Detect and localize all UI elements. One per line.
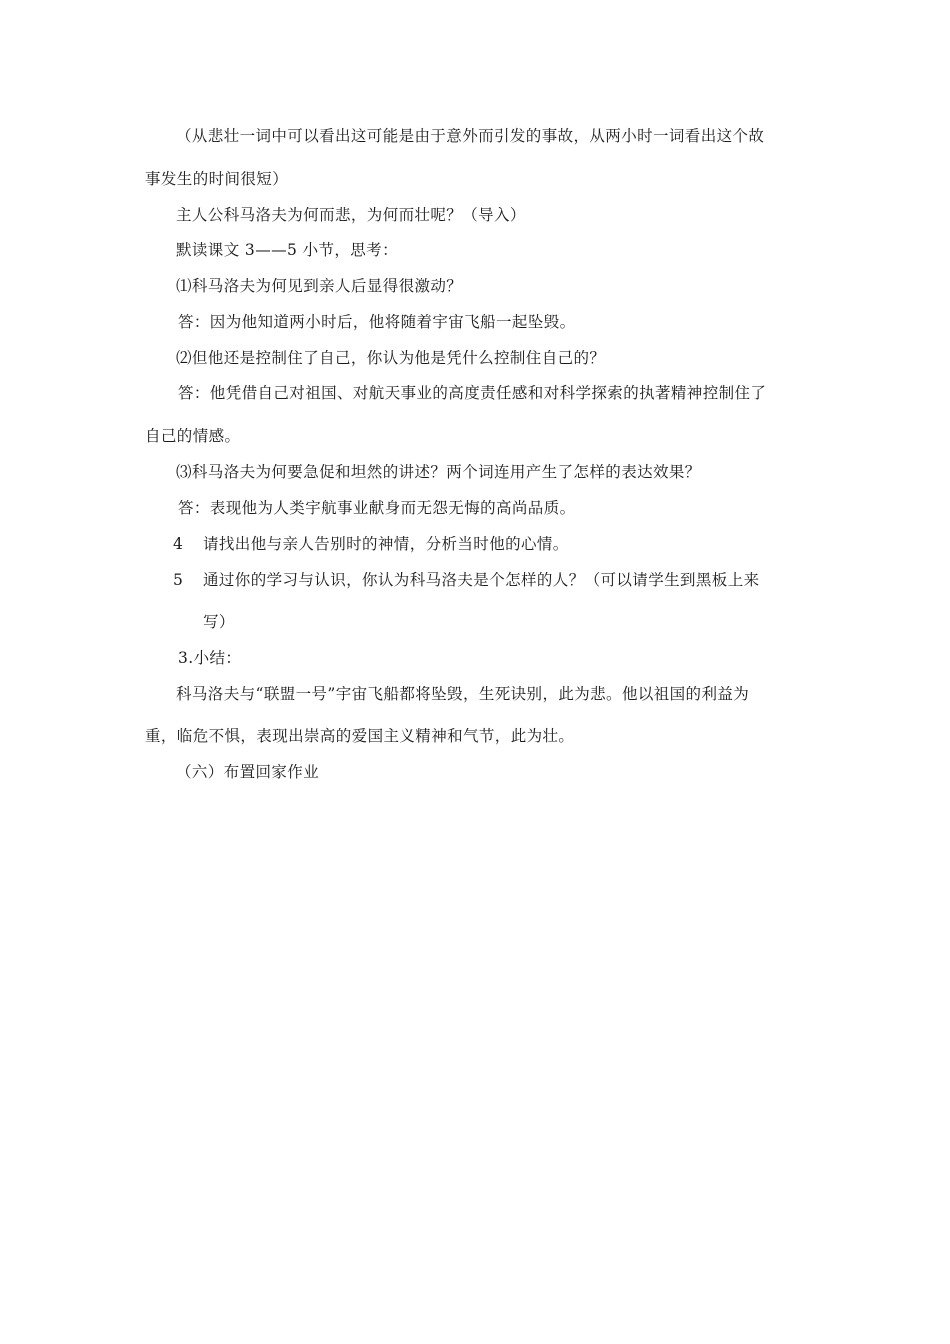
- answer-2-line: 答：他凭借自己对祖国、对航天事业的高度责任感和对科学探索的执著精神控制住了: [178, 384, 767, 402]
- list-text: 通过你的学习与认识，你认为科马洛夫是个怎样的人？（可以请学生到黑板上来: [203, 571, 760, 589]
- paragraph-line: 主人公科马洛夫为何而悲，为何而壮呢？（导入）: [176, 206, 526, 224]
- list-item-5: [173, 570, 760, 590]
- section-heading: （六）布置回家作业: [176, 763, 320, 781]
- list-item-5-continuation: 写）: [203, 613, 235, 631]
- paragraph-line: （从悲壮一词中可以看出这可能是由于意外而引发的事故，从两小时一词看出这个故: [176, 127, 765, 145]
- summary-heading: 3.小结：: [178, 649, 242, 667]
- summary-line: 重，临危不惧，表现出崇高的爱国主义精神和气节，此为壮。: [145, 727, 575, 745]
- list-item-4: [173, 534, 569, 554]
- question-2: ⑵但他还是控制住了自己，你认为他是凭什么控制住自己的？: [176, 349, 606, 367]
- paragraph-line: 事发生的时间很短）: [145, 170, 289, 188]
- answer-1: 答：因为他知道两小时后，他将随着宇宙飞船一起坠毁。: [178, 313, 576, 331]
- question-3: ⑶科马洛夫为何要急促和坦然的讲述？两个词连用产生了怎样的表达效果？: [176, 463, 701, 481]
- list-number: 5: [173, 571, 184, 589]
- answer-3: 答：表现他为人类宇航事业献身而无怨无悔的高尚品质。: [178, 499, 576, 517]
- summary-line: 科马洛夫与“联盟一号”宇宙飞船都将坠毁，生死诀别，此为悲。他以祖国的利益为: [176, 685, 750, 703]
- list-text: 请找出他与亲人告别时的神情，分析当时他的心情。: [203, 535, 569, 553]
- paragraph-line: 默读课文 3——5 小节，思考：: [176, 241, 398, 259]
- list-number: 4: [173, 535, 184, 553]
- answer-2-line: 自己的情感。: [145, 427, 241, 445]
- question-1: ⑴科马洛夫为何见到亲人后显得很激动？: [176, 277, 463, 295]
